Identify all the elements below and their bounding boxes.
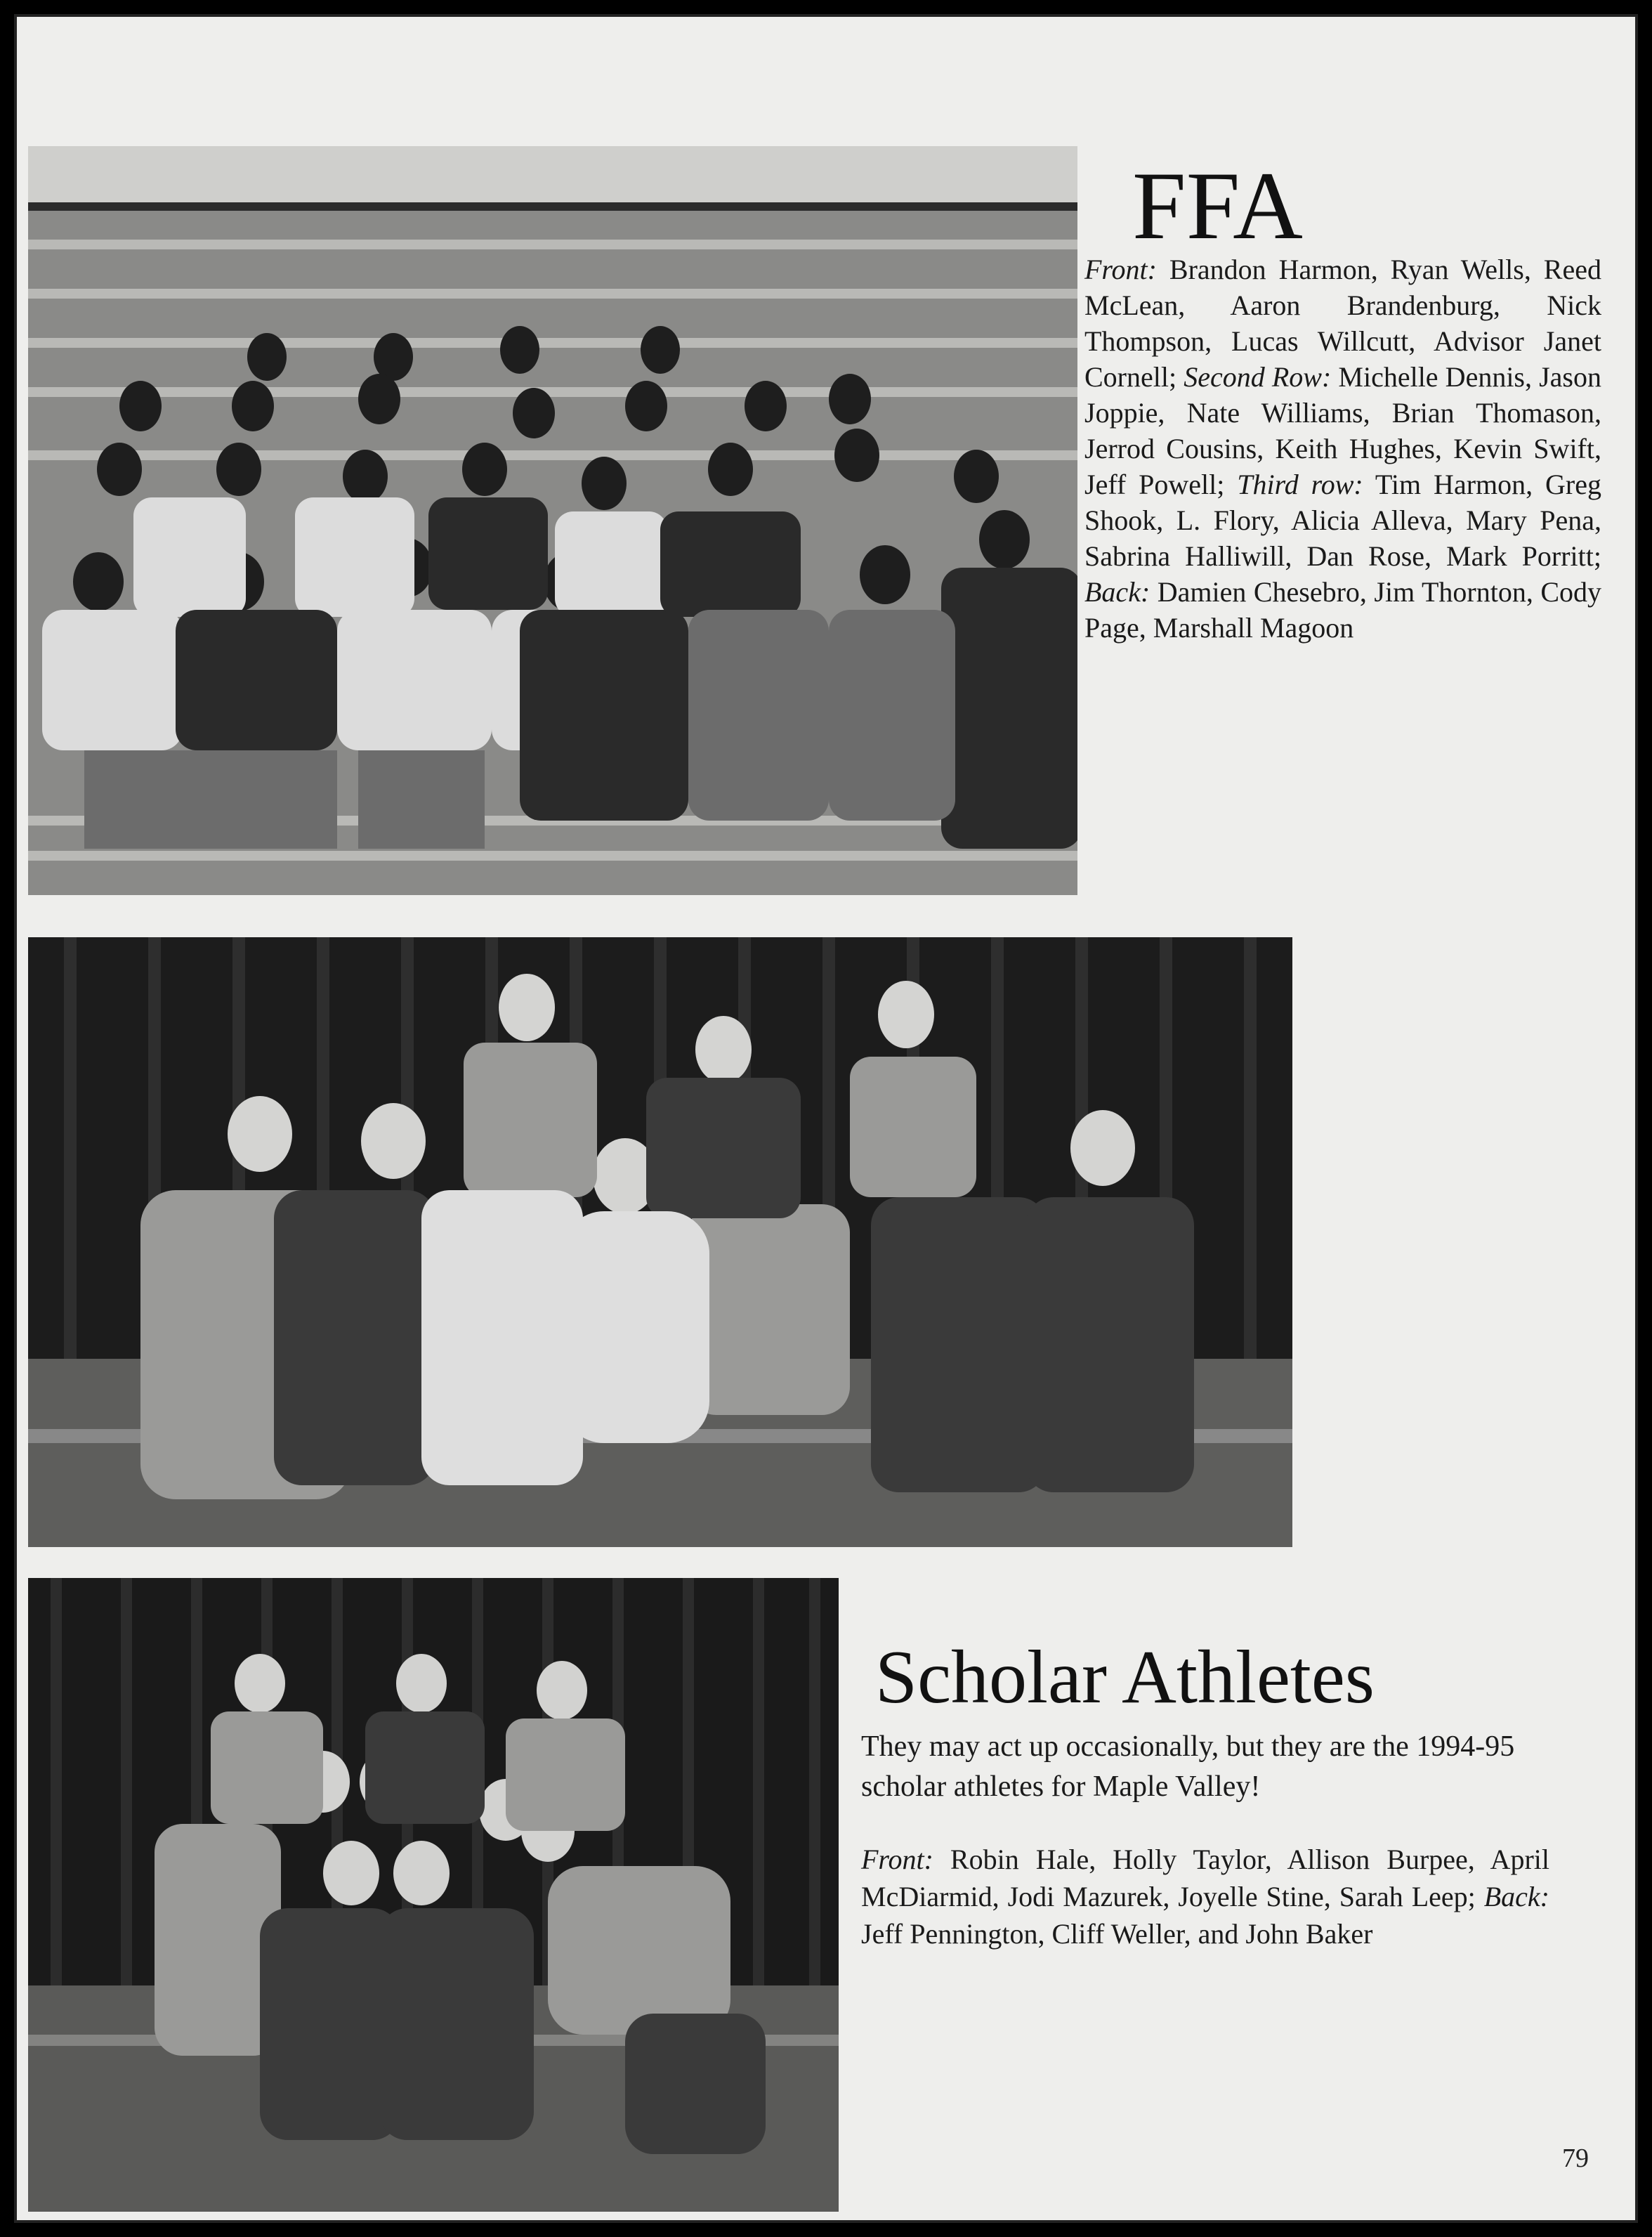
scholar-front-names: Robin Hale, Holly Taylor, Allison Burpee, April McDiarmid, Jodi Mazurek, Joyelle Stine, Sarah Leep;	[861, 1844, 1549, 1912]
scholar-athletes-title: Scholar Athletes	[875, 1636, 1375, 1719]
ffa-group-photo	[28, 146, 1077, 895]
ffa-third-row-names: Tim Harmon, Greg Shook, L. Flory, Alicia Alleva, Mary Pena, Sabrina Halliwill, Dan Rose, Mark Porritt;	[1084, 469, 1601, 572]
page-number: 79	[1562, 2144, 1589, 2173]
ffa-second-row-label: Second Row:	[1184, 361, 1332, 393]
ffa-second-row-names: Michelle Dennis, Jason Joppie, Nate Williams, Brian Thomason, Jerrod Cousins, Keith Hughes, Kevin Swift, Jeff Powell;	[1084, 361, 1602, 500]
scholar-athletes-fun-photo	[28, 1578, 839, 2212]
scholar-front-label: Front:	[861, 1844, 933, 1875]
scholar-athletes-stage-photo	[28, 937, 1292, 1547]
ffa-title: FFA	[1132, 152, 1303, 259]
scholar-back-label: Back:	[1483, 1881, 1549, 1912]
scholar-athletes-intro: They may act up occasionally, but they are the 1994-95 scholar athletes for Maple Valley!	[861, 1730, 1515, 1803]
ffa-third-row-label: Third row:	[1237, 469, 1363, 500]
scholar-back-names: Jeff Pennington, Cliff Weller, and John Baker	[861, 1918, 1373, 1950]
ffa-front-label: Front:	[1084, 254, 1157, 285]
ffa-back-label: Back:	[1084, 576, 1150, 608]
ffa-back-names: Damien Chesebro, Jim Thornton, Cody Page, Marshall Magoon	[1084, 576, 1601, 644]
scholar-athletes-caption	[861, 1841, 1549, 1952]
ffa-caption	[1084, 252, 1601, 646]
yearbook-page	[14, 14, 1638, 2223]
ffa-front-names: Brandon Harmon, Ryan Wells, Reed McLean, Aaron Brandenburg, Nick Thompson, Lucas Willcutt, Advisor Janet Cornell;	[1084, 254, 1601, 393]
